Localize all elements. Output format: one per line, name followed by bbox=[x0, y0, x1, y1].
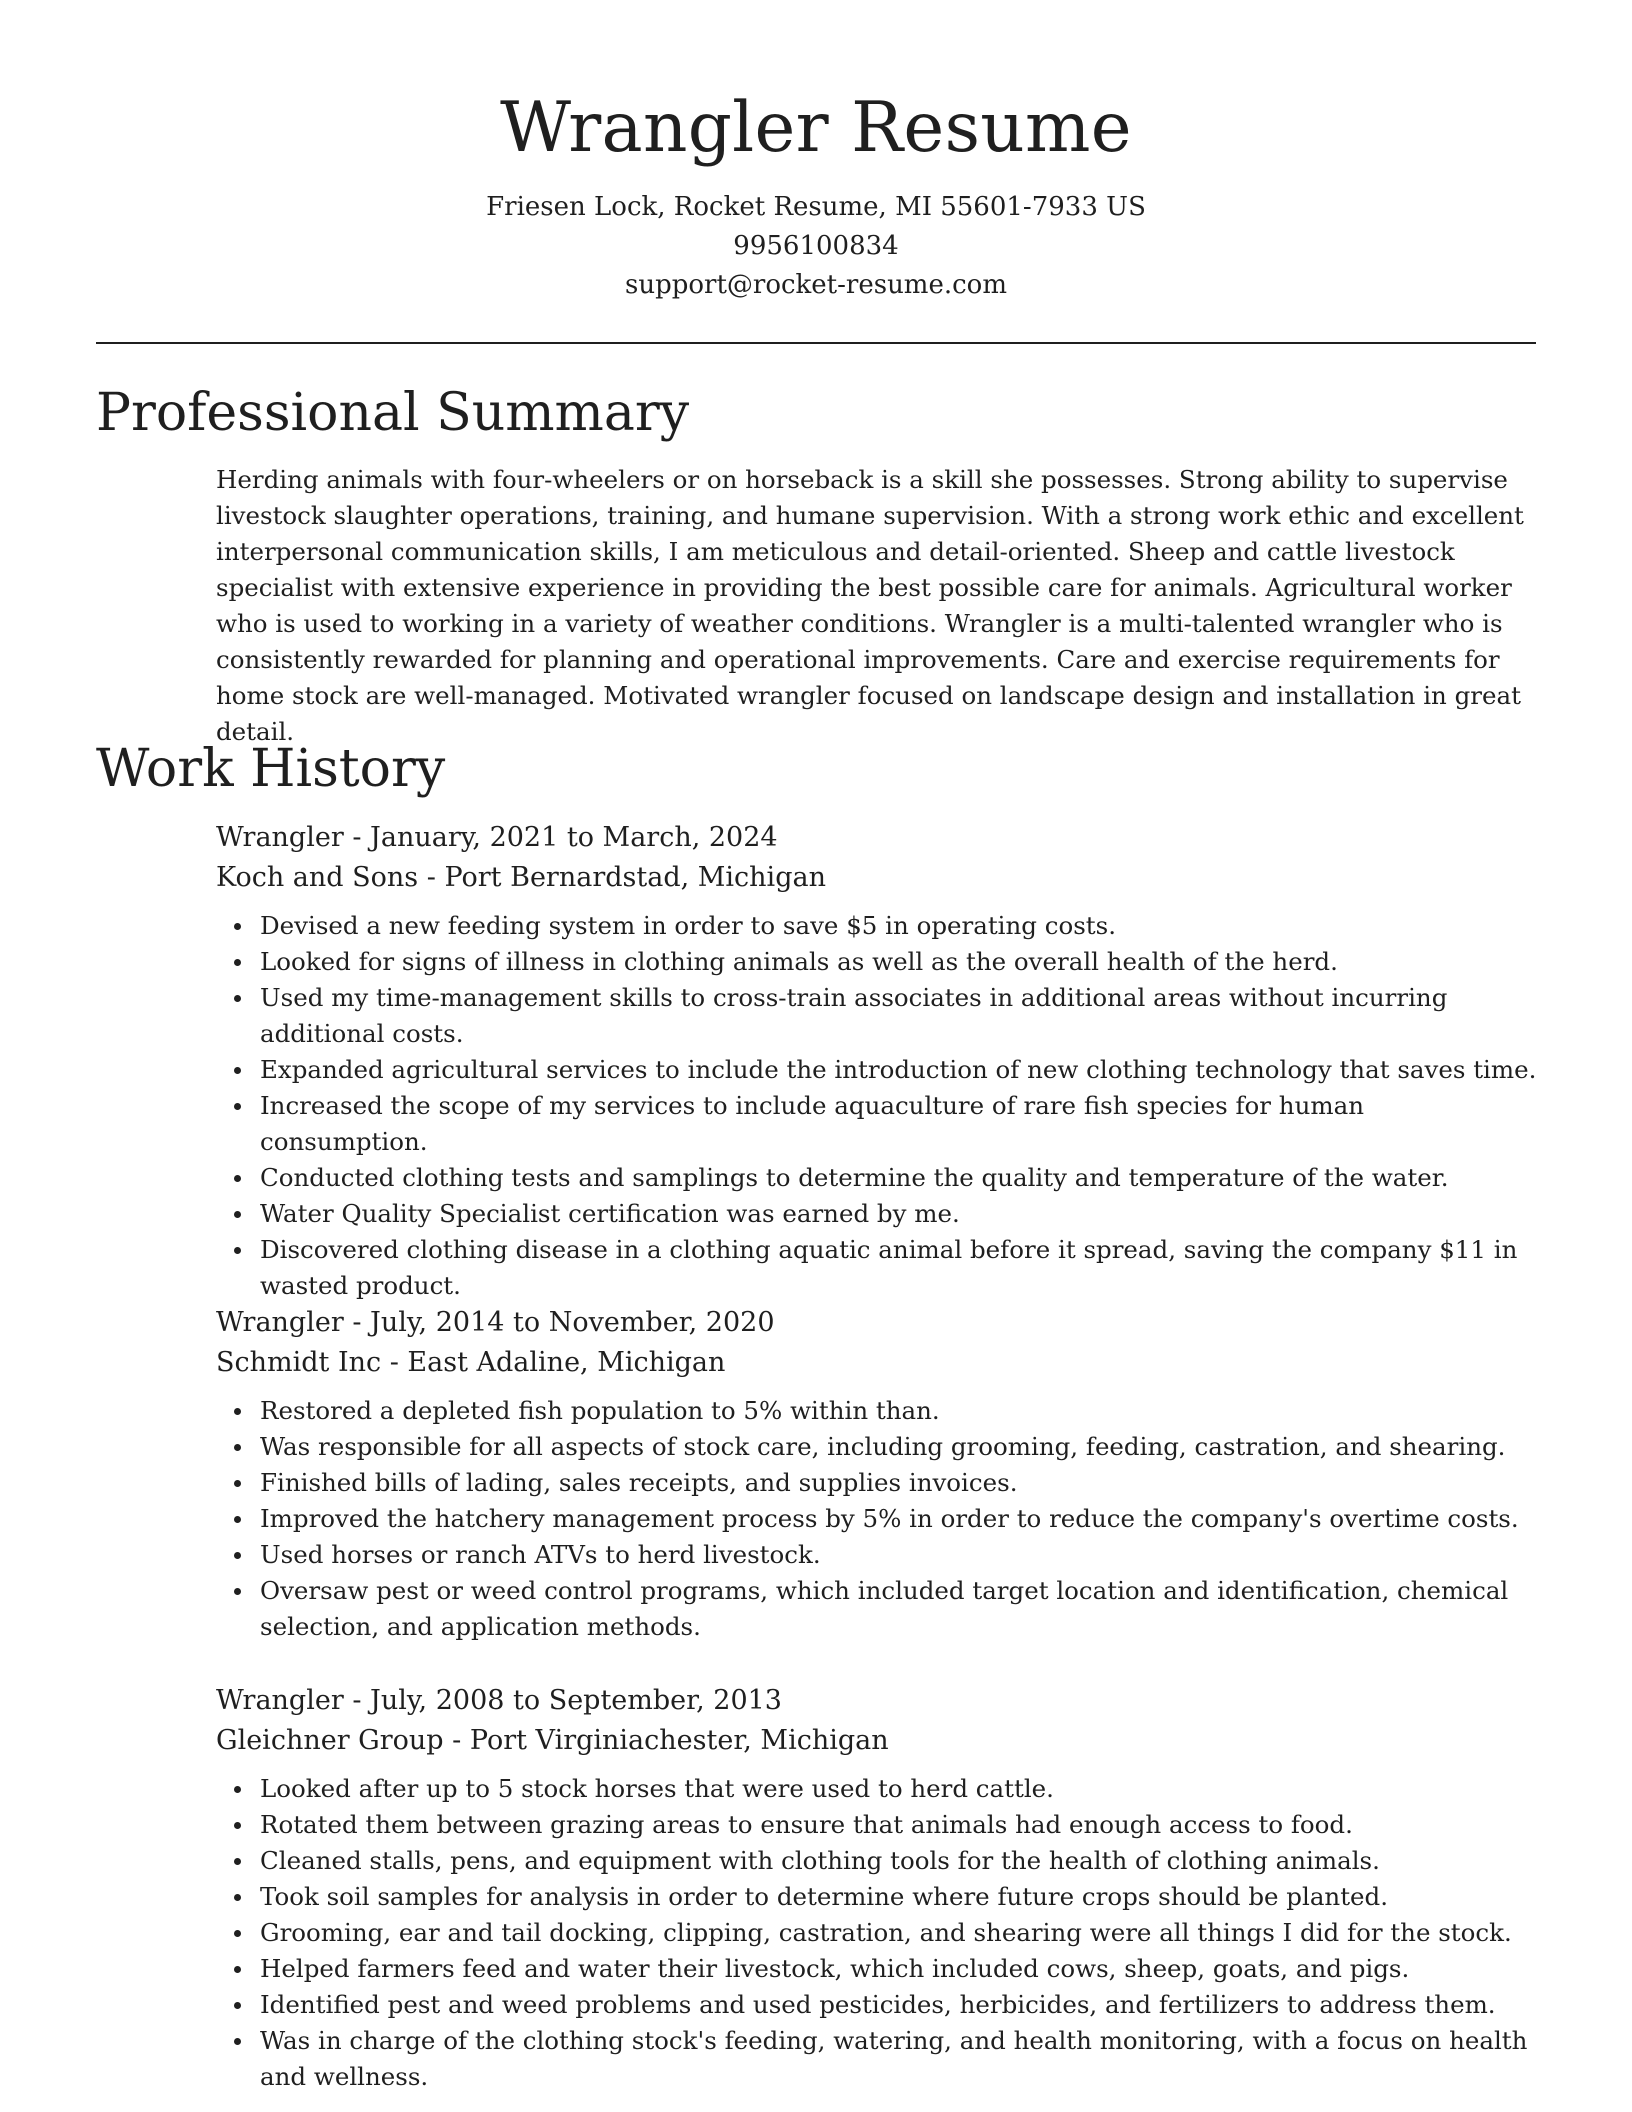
job-company: Schmidt Inc bbox=[216, 1347, 382, 1378]
contact-phone: 9956100834 bbox=[733, 231, 899, 261]
job-bullet: Looked for signs of illness in clothing animals as well as the overall health of the herd. bbox=[260, 944, 1538, 980]
job-bullet: Looked after up to 5 stock horses that were used to herd cattle. bbox=[260, 1771, 1538, 1807]
contact-address: Friesen Lock, Rocket Resume, MI 55601-7933 US bbox=[486, 192, 1146, 222]
job-bullet: Used my time-management skills to cross-train associates in additional areas without incurring additional costs. bbox=[260, 980, 1538, 1052]
job-bullet: Identified pest and weed problems and used pesticides, herbicides, and fertilizers to address them. bbox=[260, 1987, 1538, 2023]
job-bullet: Took soil samples for analysis in order to determine where future crops should be planted. bbox=[260, 1879, 1538, 1915]
contact-info bbox=[0, 188, 1632, 305]
header-divider bbox=[96, 342, 1536, 344]
job-company-line bbox=[216, 1721, 1538, 1761]
resume-header bbox=[0, 82, 1632, 305]
job-company: Gleichner Group bbox=[216, 1725, 444, 1756]
work-history-heading: Work History bbox=[96, 739, 446, 799]
job-bullet-list bbox=[216, 1393, 1538, 1645]
job-entry bbox=[216, 1303, 1538, 1645]
job-bullet: Used horses or ranch ATVs to herd livestock. bbox=[260, 1537, 1538, 1573]
job-title-line bbox=[216, 1681, 1538, 1721]
job-bullet: Discovered clothing disease in a clothing aquatic animal before it spread, saving the company $11 in wasted product. bbox=[260, 1232, 1538, 1304]
job-dates: - July, 2008 to September, 2013 bbox=[343, 1685, 782, 1716]
job-bullet: Grooming, ear and tail docking, clipping, castration, and shearing were all things I did for the stock. bbox=[260, 1915, 1538, 1951]
job-bullet: Finished bills of lading, sales receipts, and supplies invoices. bbox=[260, 1465, 1538, 1501]
job-role: Wrangler bbox=[216, 822, 344, 853]
job-dates: - July, 2014 to November, 2020 bbox=[343, 1307, 775, 1338]
job-location: - Port Bernardstad, Michigan bbox=[418, 862, 826, 893]
job-bullet: Cleaned stalls, pens, and equipment with clothing tools for the health of clothing animals. bbox=[260, 1843, 1538, 1879]
job-title-line bbox=[216, 818, 1538, 858]
job-bullet: Improved the hatchery management process by 5% in order to reduce the company's overtime costs. bbox=[260, 1501, 1538, 1537]
job-bullet: Was in charge of the clothing stock's feeding, watering, and health monitoring, with a focus on health and wellness. bbox=[260, 2023, 1538, 2095]
job-bullet: Increased the scope of my services to include aquaculture of rare fish species for human consumption. bbox=[260, 1088, 1538, 1160]
job-entry bbox=[216, 1681, 1538, 2095]
job-company-line bbox=[216, 1343, 1538, 1383]
contact-email: support@rocket-resume.com bbox=[624, 270, 1007, 300]
job-bullet: Devised a new feeding system in order to save $5 in operating costs. bbox=[260, 908, 1538, 944]
job-bullet: Conducted clothing tests and samplings to determine the quality and temperature of the water. bbox=[260, 1160, 1538, 1196]
job-bullet: Rotated them between grazing areas to ensure that animals had enough access to food. bbox=[260, 1807, 1538, 1843]
job-bullet: Water Quality Specialist certification was earned by me. bbox=[260, 1196, 1538, 1232]
job-company: Koch and Sons bbox=[216, 862, 419, 893]
summary-text: Herding animals with four-wheelers or on horseback is a skill she possesses. Strong ability to supervise livestock slaughter operations, training, and humane supervision. With a strong work ethic and excellent interpersonal communication skills, I am meticulous and detail-oriented. Sheep and cattle livestock specialist with extensive experience in providing the best possible care for animals. Agricultural worker who is used to working in a variety of weather conditions. Wrangler is a multi-talented wrangler who is consistently rewarded for planning and operational improvements. Care and exercise requirements for home stock are well-managed. Motivated wrangler focused on landscape design and installation in great detail. bbox=[216, 465, 1524, 746]
job-title-line bbox=[216, 1303, 1538, 1343]
job-dates: - January, 2021 to March, 2024 bbox=[343, 822, 778, 853]
job-bullet: Oversaw pest or weed control programs, which included target location and identification, chemical selection, and application methods. bbox=[260, 1573, 1538, 1645]
job-role: Wrangler bbox=[216, 1685, 344, 1716]
job-bullet: Helped farmers feed and water their livestock, which included cows, sheep, goats, and pigs. bbox=[260, 1951, 1538, 1987]
job-location: - East Adaline, Michigan bbox=[381, 1347, 726, 1378]
job-role: Wrangler bbox=[216, 1307, 344, 1338]
job-bullet-list bbox=[216, 908, 1538, 1304]
job-entry bbox=[216, 818, 1538, 1304]
job-location: - Port Virginiachester, Michigan bbox=[443, 1725, 889, 1756]
summary-heading: Professional Summary bbox=[96, 383, 690, 443]
job-bullet-list bbox=[216, 1771, 1538, 2095]
job-company-line bbox=[216, 858, 1538, 898]
resume-name: Wrangler Resume bbox=[500, 88, 1132, 168]
job-bullet: Was responsible for all aspects of stock care, including grooming, feeding, castration, and shearing. bbox=[260, 1429, 1538, 1465]
job-bullet: Restored a depleted fish population to 5% within than. bbox=[260, 1393, 1538, 1429]
job-bullet: Expanded agricultural services to include the introduction of new clothing technology that saves time. bbox=[260, 1052, 1538, 1088]
